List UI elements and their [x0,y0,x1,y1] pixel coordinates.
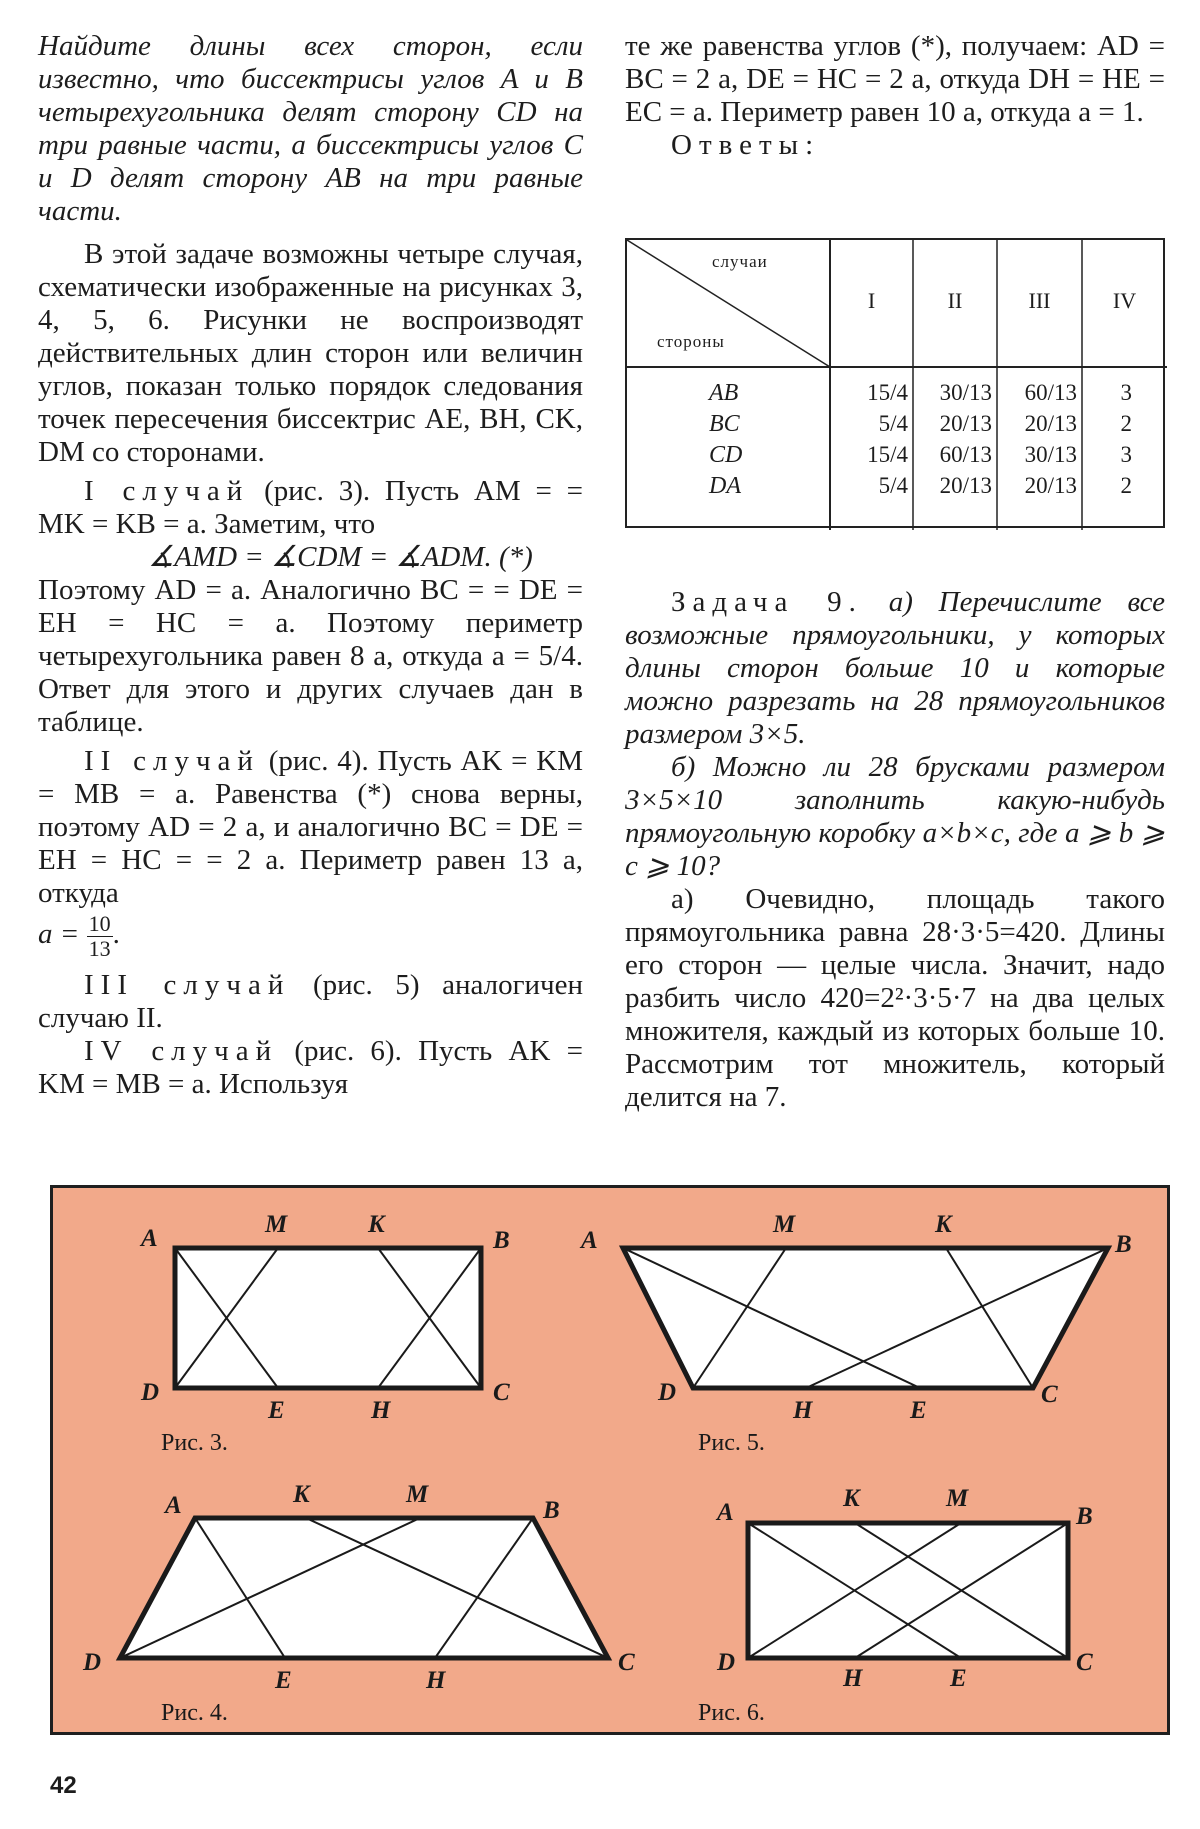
table-cell: 2 [1120,473,1132,498]
problem9-title: Задача 9. [671,586,863,618]
figures-svg [53,1188,1173,1738]
row-label: DA [709,473,741,499]
problem9-block [625,586,1165,1114]
table-cell: 30/13 [1024,442,1077,467]
page-number: 42 [50,1772,77,1799]
fig6-label-D: D [717,1649,736,1676]
case1-formula: ∡AMD = ∡CDM = ∡ADM. (*) [148,541,533,573]
problem8-intro: В этой задаче возможны четыре случая, схематически изображенные на рисунках 3, 4, 5, 6. Рисунки не воспроизводят действительных длин сторон или величин углов, показан только порядок следования точек пересечения биссектрис AE, BH, CK, DM со сторонами. [38,238,583,468]
fig6-label-H: H [843,1665,863,1692]
answers-table [625,238,1165,528]
case3-title: III случай [84,969,291,1001]
col-head-1: I [867,288,876,313]
table-cell: 3 [1120,380,1132,405]
fig3-rectangle [175,1248,481,1388]
fig5-trapezoid [623,1248,1108,1388]
table-cell: 5/4 [878,473,908,498]
table-cell: 2 [1120,411,1132,436]
table-cell: 15/4 [867,380,908,405]
row-label: CD [709,442,743,468]
table-cell: 60/13 [1024,380,1077,405]
fig6-label-A: A [717,1499,734,1526]
fig3-label-E: E [268,1397,285,1424]
fig4-caption: Рис. 4. [161,1700,228,1726]
fig5-label-M: M [773,1211,796,1238]
fig4-label-E: E [275,1667,292,1694]
case4-paragraph [38,1035,583,1101]
fig4-label-M: M [406,1481,429,1508]
fig6-label-M: M [946,1485,969,1512]
case2-title: II случай [84,745,260,777]
case1-text: (рис. 3). Пусть AM = = MK = KB = a. Заметим, что [38,475,584,540]
fig6-caption: Рис. 6. [698,1700,765,1726]
fig6-rectangle [748,1523,1068,1658]
col-head-4: IV [1112,288,1137,313]
figure-panel [50,1185,1170,1735]
fig4-label-D: D [83,1649,102,1676]
right-column [625,30,1165,162]
fig5-label-H: H [793,1397,813,1424]
problem9-part-b: б) Можно ли 28 брусками размером 3×5×10 заполнить какую-нибудь прямоугольную коробку a×b×c, где a ⩾ b ⩾ c ⩾ 10? [625,751,1165,882]
row-label: AB [709,380,739,406]
fig3-label-M: M [265,1211,288,1238]
fig3-label-B: B [493,1227,510,1254]
table-cell: 15/4 [867,442,908,467]
case1-conclusion: Поэтому AD = a. Аналогично BC = = DE = EH = HC = a. Поэтому периметр четырехугольника равен 8 a, откуда a = 5/4. Ответ для этого и других случаев дан в таблице. [38,574,583,738]
header-sides: стороны [657,332,725,351]
case2-paragraph [38,745,583,910]
case3-text: (рис. 5) аналогичен случаю II. [38,969,583,1034]
problem9-part-a-text: а) Перечислите все возможные прямоугольники, у которых длины сторон больше 10 и которые можно разрезать на 28 прямоугольников размером 3×5. [625,586,1166,750]
table-cell: 3 [1120,442,1132,467]
fig3-label-K: K [368,1211,385,1238]
case3-paragraph [38,969,583,1035]
table-cell: 20/13 [939,411,992,436]
fig5-label-E: E [910,1397,927,1424]
case4-continuation: те же равенства углов (*), получаем: AD = BC = 2 a, DE = HC = 2 a, откуда DH = HE = EC = a. Периметр равен 10 a, откуда a = 1. [625,30,1165,128]
header-case: случаи [712,252,768,271]
case4-text: (рис. 6). Пусть AK = KM = MB = a. Используя [38,1035,583,1100]
fig5-label-A: A [581,1227,598,1254]
table-cell: 5/4 [878,411,908,436]
fig5-label-B: B [1115,1231,1132,1258]
row-label: BC [709,411,740,437]
case2-text: (рис. 4). Пусть AK = KM = MB = a. Равенства (*) снова верны, поэтому AD = 2 a, и аналогично BC = DE = EH = HC = = 2 a. Периметр равен 13 a, откуда [38,745,583,909]
case4-title: IV случай [84,1035,279,1067]
table-cell: 20/13 [939,473,992,498]
problem9-part-a [625,586,1165,751]
case2-a: a = [38,918,80,951]
fig6-label-B: B [1076,1503,1093,1530]
fig6-label-E: E [950,1665,967,1692]
fig3-label-H: H [371,1397,391,1424]
fig4-trapezoid [120,1518,608,1658]
case2-frac-den: 13 [88,936,111,961]
table-cell: 30/13 [939,380,992,405]
fig4-label-C: C [618,1649,635,1676]
fig4-label-K: K [293,1481,310,1508]
fig4-label-B: B [543,1497,560,1524]
fig3-label-A: A [141,1225,158,1252]
case1-paragraph [38,475,583,541]
table-cell: 60/13 [939,442,992,467]
case2-fraction [87,912,113,961]
left-column [38,30,583,1101]
fig3-caption: Рис. 3. [161,1430,228,1456]
case2-frac-num: 10 [88,911,111,936]
fig5-label-C: C [1041,1381,1058,1408]
fig6-label-K: K [843,1485,860,1512]
case2-result: a = $\frac{10}{13}$ . [38,911,120,961]
fig6-label-C: C [1076,1649,1093,1676]
fig5-caption: Рис. 5. [698,1430,765,1456]
col-head-3: III [1028,288,1051,313]
col-head-2: II [947,288,963,313]
fig4-label-A: A [165,1492,182,1519]
problem8-statement: Найдите длины всех сторон, если известно, что биссектрисы углов A и B четырехугольника делят сторону CD на три равные части, а биссектрисы углов C и D делят сторону AB на три равные части. [38,30,583,227]
fig3-label-C: C [493,1379,510,1406]
fig5-label-D: D [658,1379,677,1406]
fig5-label-K: K [935,1211,952,1238]
table-cell: 20/13 [1024,473,1077,498]
problem9-solution-a: а) Очевидно, площадь такого прямоугольника равна 28·3·5=420. Длины его сторон — целые числа. Значит, надо разбить число 420=2²·3·5·7 на два целых множителя, каждый из которых больше 10. Рассмотрим тот множитель, который делится на 7. [625,883,1165,1113]
answers-label: Ответы: [671,129,821,161]
table-cell: 20/13 [1024,411,1077,436]
fig4-label-H: H [426,1667,446,1694]
case1-title: I случай [84,475,250,507]
fig3-label-D: D [141,1379,160,1406]
